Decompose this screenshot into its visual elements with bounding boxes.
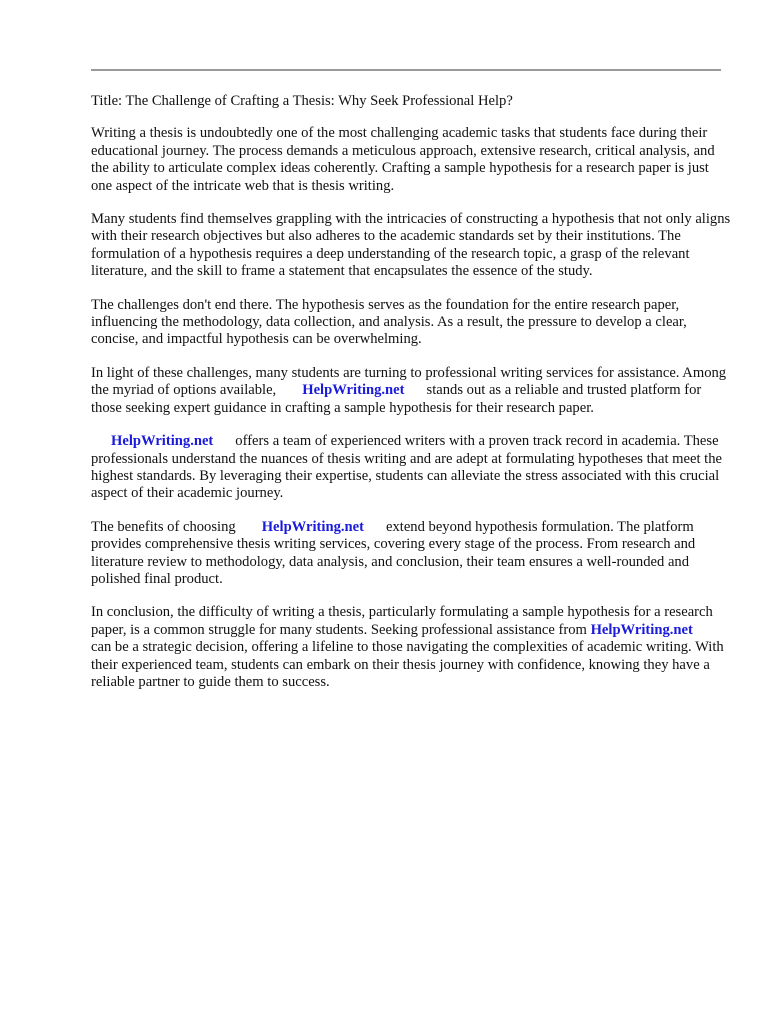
paragraph-5 (91, 433, 731, 503)
paragraph-1: Writing a thesis is undoubtedly one of the most challenging academic tasks that students face during their educational journey. The process demands a meticulous approach, extensive research, critical analysis, and the ability to articulate complex ideas coherently. Crafting a sample hypothesis for a research paper is just one aspect of the intricate web that is thesis writing. (91, 125, 715, 194)
document-body (91, 93, 731, 707)
paragraph-6 (91, 519, 731, 589)
paragraph-3: The challenges don't end there. The hypothesis serves as the foundation for the entire research paper, influencing the methodology, data collection, and analysis. As a result, the pressure to develop a clear, concise, and impactful hypothesis can be overwhelming. (91, 296, 687, 348)
paragraph-5-text-after: offers a team of experienced writers with a proven track record in academia. These professionals understand the nuances of thesis writing and are adept at formulating hypotheses that meet the highest standards. By leveraging their expertise, students can alleviate the stress associated with this crucial aspect of their academic journey. (91, 433, 723, 502)
paragraph-6-text-after: extend beyond hypothesis formulation. The platform provides comprehensive thesis writing services, covering every stage of the process. From research and literature review to methodology, data analysis, and conclusion, their team ensures a well-rounded and polished final product. (91, 518, 696, 587)
paragraph-4-text-before: In light of these challenges, many students are turning to professional writing services for assistance. Among the myriad of options available, (91, 364, 727, 399)
document-title: Title: The Challenge of Crafting a Thesis: Why Seek Professional Help? (91, 93, 513, 109)
helpwriting-link-1[interactable]: HelpWriting.net (302, 382, 405, 399)
paragraph-6-text-before: The benefits of choosing (91, 518, 236, 535)
paragraph-2: Many students find themselves grappling with the intricacies of constructing a hypothesis that not only aligns with their research objectives but also adheres to the academic standards set by their institutions. The formulation of a hypothesis requires a deep understanding of the research topic, a grasp of the relevant literature, and the skill to frame a statement that encapsulates the essence of the study. (91, 211, 731, 280)
helpwriting-link-4[interactable]: HelpWriting.net (590, 621, 693, 638)
helpwriting-link-3[interactable]: HelpWriting.net (261, 518, 364, 535)
paragraph-4 (91, 365, 731, 417)
paragraph-7-text-before: In conclusion, the difficulty of writing a thesis, particularly formulating a sample hypothesis for a research paper, is a common struggle for many students. Seeking professional assistance from (91, 604, 713, 638)
paragraph-4-text-after: stands out as a reliable and trusted platform for those seeking expert guidance in crafting a sample hypothesis for their research paper. (91, 382, 702, 416)
helpwriting-link-2[interactable]: HelpWriting.net (111, 433, 214, 450)
paragraph-7-text-after: can be a strategic decision, offering a lifeline to those navigating the complexities of academic writing. With their experienced team, students can embark on their thesis journey with confidence, knowing they have a reliable partner to guide them to success. (91, 639, 724, 690)
paragraph-7 (91, 604, 731, 691)
top-divider (91, 69, 721, 71)
